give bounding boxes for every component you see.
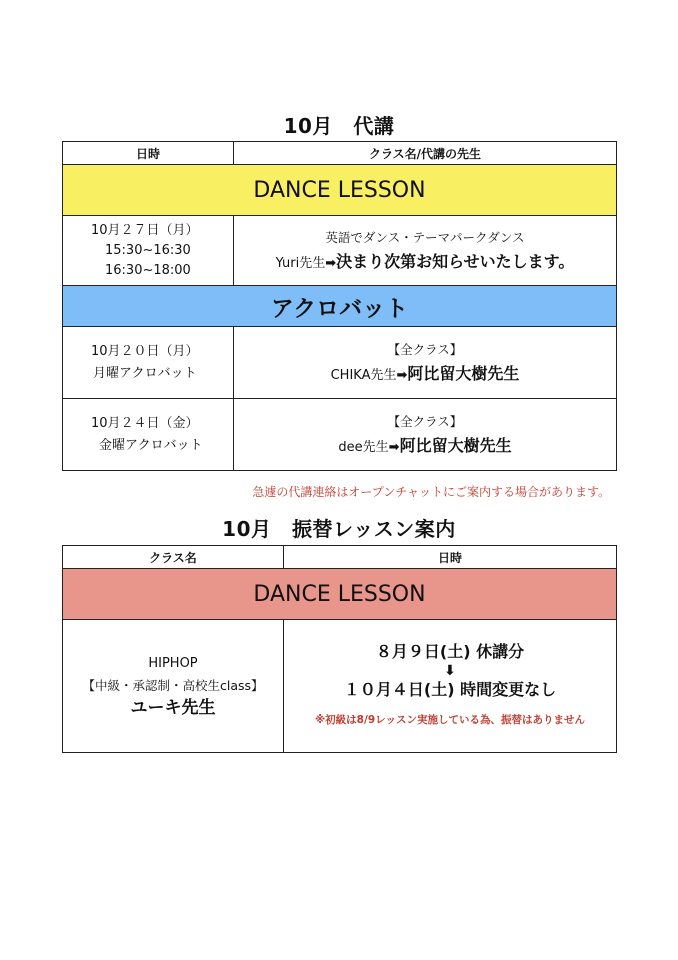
makeup-band-row — [63, 569, 617, 620]
right-arrow-icon: ➡ — [388, 439, 400, 455]
makeup-header-date: 日時 — [284, 546, 617, 569]
dance-row — [63, 216, 617, 286]
acro-date-cell-2 — [63, 399, 234, 471]
header-date: 日時 — [63, 142, 234, 165]
substitute-notice: 急遽の代講連絡はオープンチャットにご案内する場合があります。 — [252, 485, 610, 499]
acro-teacher-line-1 — [234, 362, 616, 388]
acro-teacher-2: dee先生 — [338, 439, 389, 455]
acro-row-1 — [63, 327, 617, 399]
makeup-teacher: ユーキ先生 — [130, 698, 216, 718]
makeup-dance-band: DANCE LESSON — [63, 569, 617, 620]
acro-band-row — [63, 286, 617, 327]
dance-time-2: 16:30~18:00 — [105, 262, 191, 278]
makeup-genre: HIPHOP — [148, 656, 198, 671]
acro-sub-cell-2 — [234, 399, 617, 471]
acro-substitute-2: 阿比留大樹先生 — [399, 435, 512, 455]
dance-teacher: Yuri先生 — [275, 255, 326, 271]
header-class: クラス名/代講の先生 — [234, 142, 617, 165]
dance-lesson-band: DANCE LESSON — [63, 165, 617, 216]
substitute-table — [62, 141, 617, 471]
acro-date-2: 10月２４日（金） — [91, 415, 199, 431]
dance-date: 10月２７日（月） — [91, 222, 199, 238]
acro-substitute-1: 阿比留大樹先生 — [407, 363, 520, 383]
acro-date-cell-1 — [63, 327, 234, 399]
dance-date-cell — [63, 216, 234, 286]
substitute-header-row — [63, 142, 617, 165]
acro-class-label-1: 月曜アクロバット — [93, 365, 197, 381]
makeup-class-cell — [63, 620, 284, 753]
acro-teacher-1: CHIKA先生 — [330, 367, 397, 383]
acro-scope-2: 【全クラス】 — [387, 413, 463, 429]
right-arrow-icon: ➡ — [396, 367, 408, 383]
makeup-row — [63, 620, 617, 753]
dance-class-name: 英語でダンス・テーマパークダンス — [325, 229, 525, 245]
dance-time-1: 15:30~16:30 — [105, 242, 191, 258]
dance-class-cell — [234, 216, 617, 286]
dance-substitute: 決まり次第お知らせいたします。 — [336, 251, 575, 271]
makeup-table — [62, 545, 617, 753]
makeup-note: ※初級は8/9レッスン実施している為、振替はありません — [314, 714, 586, 726]
acro-band: アクロバット — [63, 286, 617, 327]
acro-sub-cell-1 — [234, 327, 617, 399]
makeup-date-cell — [284, 620, 617, 753]
acro-row-2 — [63, 399, 617, 471]
makeup-level: 【中級・承認制・高校生class】 — [82, 678, 264, 693]
makeup-to: １０月４日(土) 時間変更なし — [343, 680, 557, 699]
acro-date-1: 10月２０日（月） — [91, 343, 199, 359]
right-arrow-icon: ➡ — [325, 255, 337, 271]
down-arrow-icon: ⬇ — [444, 663, 456, 679]
dance-band-row — [63, 165, 617, 216]
substitute-title: 10月 代講 — [283, 114, 395, 138]
acro-class-label-2: 金曜アクロバット — [99, 437, 203, 453]
makeup-from: ８月９日(土) 休講分 — [375, 642, 525, 661]
acro-teacher-line-2 — [234, 434, 616, 460]
makeup-title: 10月 振替レッスン案内 — [222, 517, 456, 541]
makeup-header-row — [63, 546, 617, 569]
makeup-header-class: クラス名 — [63, 546, 284, 569]
dance-teacher-line — [234, 250, 616, 276]
acro-scope-1: 【全クラス】 — [387, 341, 463, 357]
